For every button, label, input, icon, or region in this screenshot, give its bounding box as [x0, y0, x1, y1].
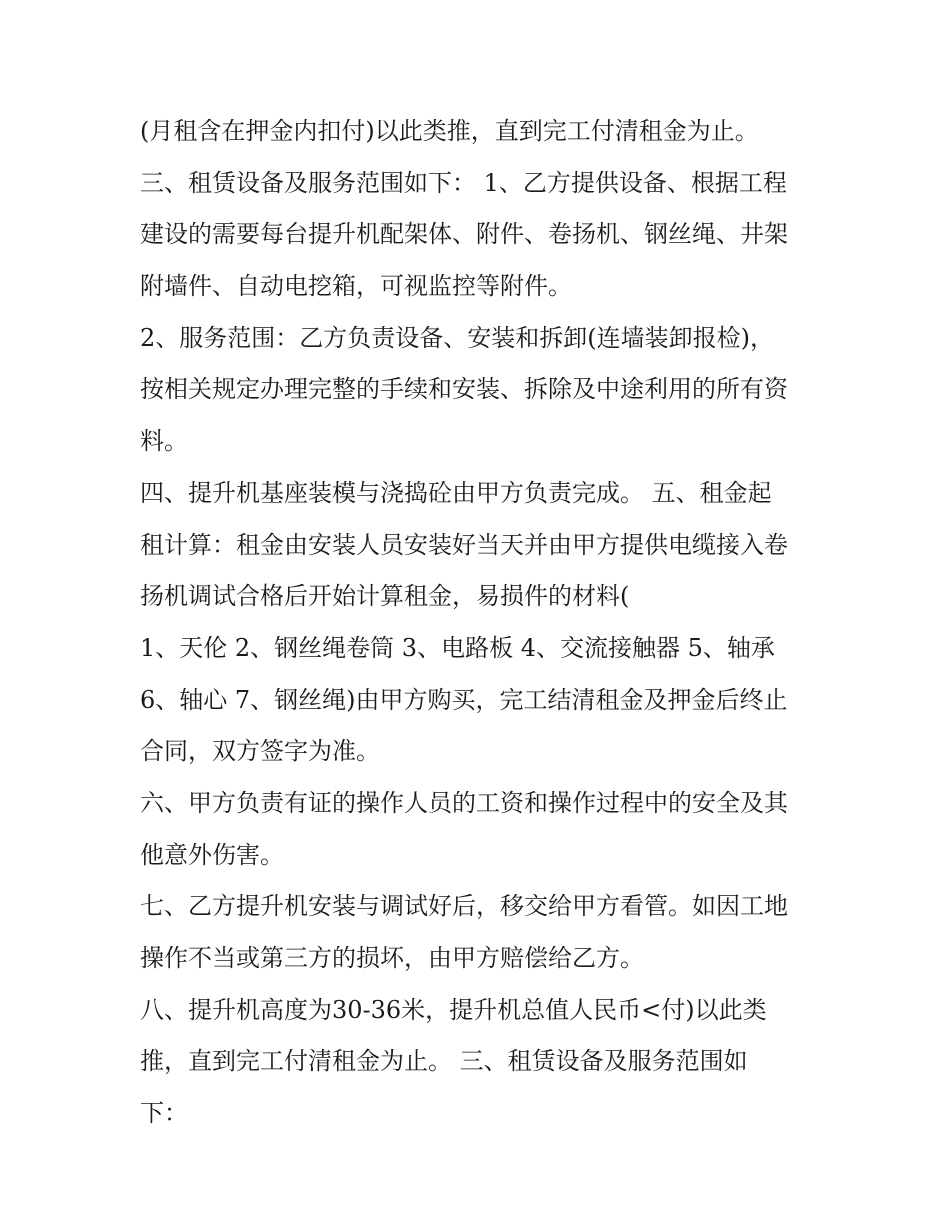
text-line: 七、乙方提升机安装与调试好后，移交给甲方看管。如因工地	[140, 892, 788, 921]
text-line: 推，直到完工付清租金为止。 三、租赁设备及服务范围如	[140, 1047, 748, 1076]
text-line: 三、租赁设备及服务范围如下： 1、乙方提供设备、根据工程	[140, 168, 787, 197]
text-line: 1、天伦 2、钢丝绳卷筒 3、电路板 4、交流接触器 5、轴承	[140, 633, 775, 662]
text-line: 下：	[140, 1099, 188, 1128]
text-line: 租计算：租金由安装人员安装好当天并由甲方提供电缆接入卷	[140, 530, 788, 559]
document-body	[140, 106, 820, 1140]
text-line: 他意外伤害。	[140, 840, 284, 869]
text-line: 八、提升机高度为30-36米，提升机总值人民币<付)以此类	[140, 995, 767, 1024]
text-line: 附墙件、自动电挖箱，可视监控等附件。	[140, 272, 572, 301]
text-line: (月租含在押金内扣付)以此类推，直到完工付清租金为止。	[140, 117, 759, 145]
text-line: 扬机调试合格后开始计算租金，易损件的材料(	[140, 582, 630, 611]
text-line: 合同，双方签字为准。	[140, 737, 380, 766]
text-line: 四、提升机基座装模与浇捣砼由甲方负责完成。 五、租金起	[140, 478, 772, 507]
text-line: 料。	[140, 427, 188, 456]
text-line: 操作不当或第三方的损坏，由甲方赔偿给乙方。	[140, 944, 644, 972]
text-line: 六、甲方负责有证的操作人员的工资和操作过程中的安全及其	[140, 788, 788, 817]
text-line: 建设的需要每台提升机配架体、附件、卷扬机、钢丝绳、井架	[140, 220, 788, 249]
text-line: 6、轴心 7、钢丝绳)由甲方购买，完工结清租金及押金后终止	[140, 685, 788, 714]
text-line: 按相关规定办理完整的手续和安装、拆除及中途利用的所有资	[140, 375, 788, 404]
text-line: 2、服务范围：乙方负责设备、安装和拆卸(连墙装卸报检)，	[140, 323, 774, 352]
